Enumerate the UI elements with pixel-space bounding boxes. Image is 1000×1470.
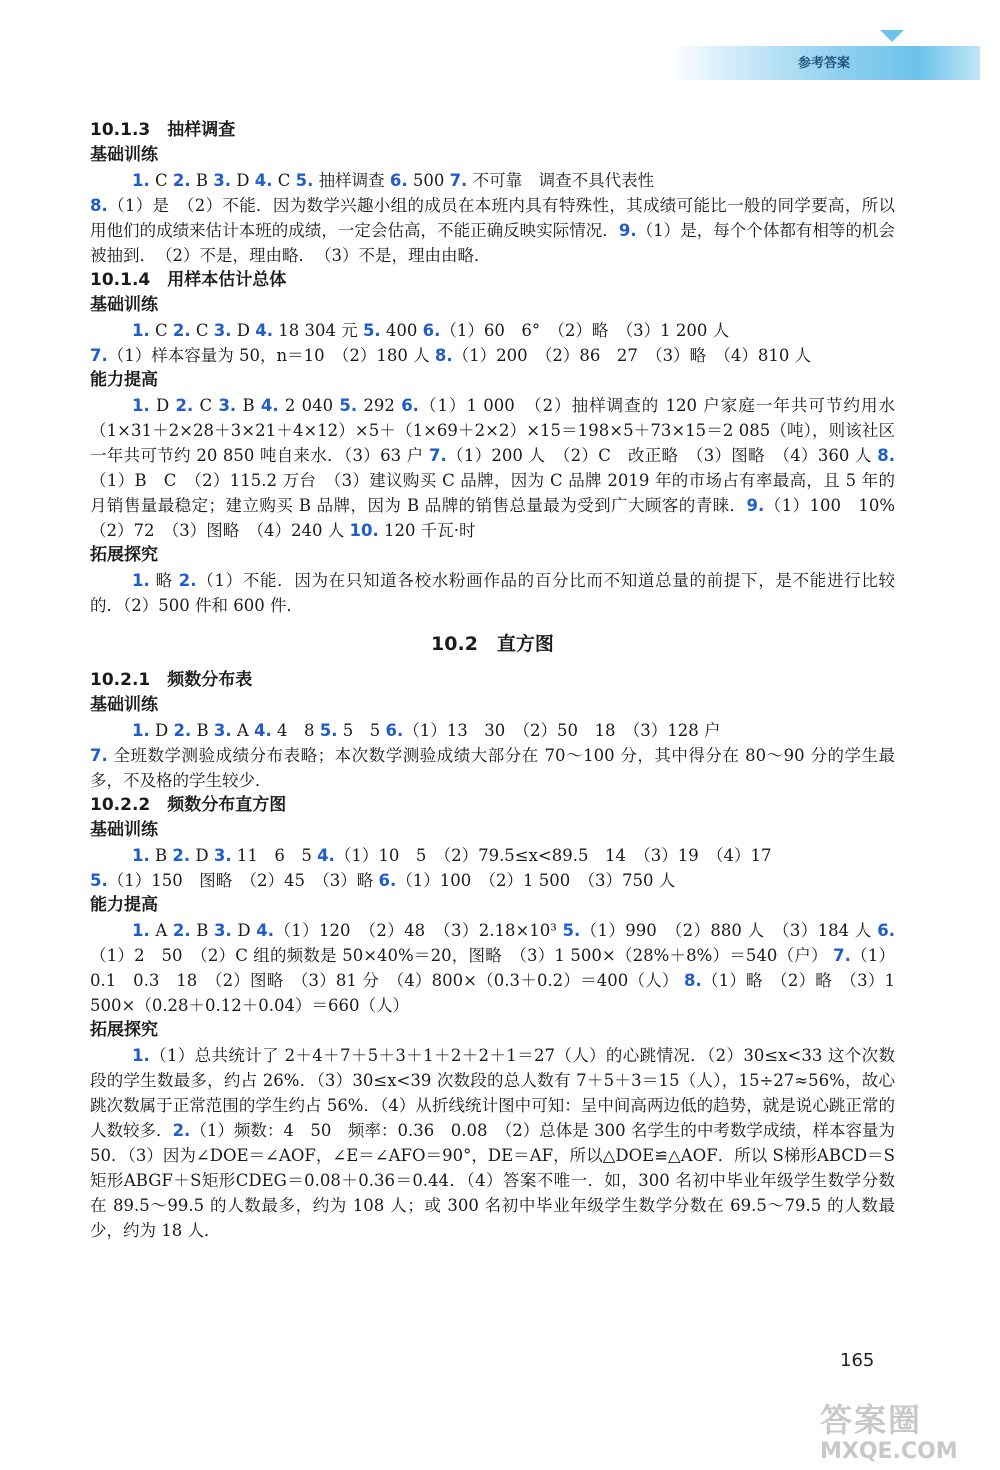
answer-text: 400	[380, 321, 423, 340]
answer-text: A	[149, 921, 173, 940]
answer-text: （1）不能．因为在只知道各校水粉画作品的百分比而不知道总量的前提下，是不能进行比较的．（2）500 件和 600 件．	[90, 571, 895, 615]
question-number: 8.	[434, 346, 453, 365]
question-number: 3.	[214, 921, 232, 940]
subsection-heading: 基础训练	[90, 295, 158, 315]
answer-text: C	[149, 171, 173, 190]
answer-text: C	[193, 396, 219, 415]
answer-text: B	[190, 921, 215, 940]
question-number: 6.	[378, 871, 397, 890]
answer-text: 500	[407, 171, 450, 190]
answer-text: 5 5	[337, 721, 386, 740]
question-number: 9.	[746, 496, 765, 515]
answer-paragraph	[90, 318, 895, 343]
answer-text: （1）200 （2）86 27 （3）略 （4）810 人	[452, 346, 812, 365]
question-number: 2.	[178, 571, 197, 590]
question-number: 8.	[877, 446, 895, 465]
question-number: 3.	[218, 396, 237, 415]
answer-text: （1）是，每个个体都有相等的机会被抽到． （2）不是，理由略． （3）不是，理由由略．	[90, 221, 896, 265]
answer-paragraph	[90, 918, 895, 1018]
answer-text: 略	[149, 571, 179, 590]
watermark-url: MXQE.COM	[820, 1439, 958, 1464]
answer-text: 2 040	[278, 396, 340, 415]
answer-paragraph	[90, 343, 895, 368]
question-number: 2.	[172, 921, 191, 940]
question-number: 2.	[172, 846, 191, 865]
answer-paragraph	[90, 843, 895, 868]
answer-paragraph	[90, 168, 895, 193]
question-number: 4.	[254, 171, 273, 190]
question-number: 10.	[349, 521, 379, 540]
answer-text: B	[190, 171, 214, 190]
answer-text: （1）B C （2）115.2 万台 （3）建议购买 C 品牌，因为 C 品牌 2019 年的市场占有率最高，且 5 年的月销售量最稳定；建立购买 B 品牌，因为 B 品牌的销售总量最为受到广大顾客的青睐．	[90, 471, 895, 515]
answer-text: （1）200 人 （2）C 改正略 （3）图略 （4）360 人	[446, 446, 878, 465]
answer-text: D	[231, 321, 256, 340]
question-number: 6.	[422, 321, 441, 340]
answer-text: （1）样本容量为 50，n＝10 （2）180 人	[107, 346, 435, 365]
section-heading: 10.1.4 用样本估计总体	[90, 270, 287, 290]
question-number: 8.	[684, 971, 702, 990]
page-number: 165	[840, 1350, 875, 1371]
answer-text: （1）60 6° （2）略 （3）1 200 人	[440, 321, 730, 340]
question-number: 2.	[173, 721, 192, 740]
question-number: 6.	[877, 921, 895, 940]
question-number: 4.	[256, 921, 274, 940]
answer-text: D	[231, 921, 257, 940]
question-number: 8.	[90, 196, 108, 215]
answer-text: （1）2 50 （2）C 组的频数是 50×40%＝20，图略 （3）1 500×（28%＋8%）＝540（户）	[90, 946, 834, 965]
answer-text: （1）略 （2）略 （3）1 500×（0.28＋0.12＋0.04）＝660（人）	[90, 971, 895, 1015]
subsection-heading: 基础训练	[90, 695, 158, 715]
subsection-heading: 能力提高	[90, 370, 158, 390]
question-number: 3.	[213, 846, 232, 865]
question-number: 1.	[132, 171, 150, 190]
answer-paragraph	[90, 868, 895, 893]
banner-label: 参考答案	[798, 56, 851, 71]
question-number: 5.	[562, 921, 581, 940]
answer-text: 全班数学测验成绩分布表略；本次数学测验成绩大部分在 70～100 分，其中得分在 80～90 分的学生最多，不及格的学生较少．	[90, 746, 895, 790]
answer-paragraph	[90, 743, 895, 793]
answer-paragraph	[90, 1043, 895, 1243]
answer-text: 18 304 元	[272, 321, 363, 340]
answer-text: 120 千瓦·时	[378, 521, 476, 540]
answer-text: C	[272, 171, 296, 190]
answer-text: （1）13 30 （2）50 18 （3）128 户	[403, 721, 721, 740]
question-number: 1.	[132, 571, 150, 590]
question-number: 1.	[132, 321, 150, 340]
answer-text: （1）频数：4 50 频率：0.36 0.08 （2）总体是 300 名学生的中考数学成绩，样本容量为 50．（3）因为∠DOE＝∠AOF，∠E＝∠AFO＝90°，DE＝AF，所以△DOE≌△AOF．所以 S梯形ABCD＝S矩形ABGF＋S矩形CDEG＝0.08＋0.36＝0.44．（4）答案不唯一．如，300 名初中毕业年级学生数学分数在 89.5～99.5 的人数最多，约为 108 人；或 300 名初中毕业年级学生数学分数在 69.5～79.5 的人数最少，约为 18 人．	[90, 1121, 895, 1240]
question-number: 1.	[132, 721, 150, 740]
question-number: 1.	[132, 846, 150, 865]
answer-text: 292	[357, 396, 402, 415]
question-number: 4.	[317, 846, 335, 865]
answer-paragraph	[90, 568, 895, 618]
answer-text: C	[190, 321, 214, 340]
banner-arrow-icon	[880, 30, 904, 42]
answer-text: （1）10 5 （2）79.5≤x<89.5 14 （3）19 （4）17	[334, 846, 772, 865]
answer-text: （1）100 10% （2）72 （3）图略 （4）240 人	[90, 496, 912, 540]
answer-paragraph	[90, 718, 895, 743]
question-number: 2.	[172, 171, 191, 190]
question-number: 2.	[172, 1121, 191, 1140]
question-number: 1.	[132, 396, 150, 415]
question-number: 5.	[362, 321, 381, 340]
section-heading: 10.2.2 频数分布直方图	[90, 795, 287, 815]
answer-text: A	[231, 721, 254, 740]
chapter-heading: 10.2 直方图	[431, 633, 554, 655]
answer-text: C	[149, 321, 173, 340]
answer-key-banner	[668, 46, 980, 80]
question-number: 3.	[213, 721, 232, 740]
question-number: 5.	[319, 721, 338, 740]
subsection-heading: 拓展探究	[90, 1020, 158, 1040]
question-number: 5.	[295, 171, 314, 190]
answer-text: D	[231, 171, 255, 190]
answer-text: 11 6 5	[231, 846, 318, 865]
question-number: 1.	[132, 1046, 150, 1065]
question-number: 1.	[132, 921, 150, 940]
question-number: 7.	[90, 746, 108, 765]
answer-text: B	[236, 396, 261, 415]
question-number: 2.	[172, 321, 191, 340]
answer-text: B	[191, 721, 214, 740]
section-heading: 10.1.3 抽样调查	[90, 120, 236, 140]
answer-paragraph	[90, 393, 912, 543]
answer-text: D	[149, 721, 174, 740]
question-number: 4.	[254, 721, 272, 740]
watermark-text: 答案圈	[820, 1401, 923, 1439]
question-number: 6.	[385, 721, 404, 740]
answer-text: 抽样调查	[313, 171, 390, 190]
question-number: 9.	[618, 221, 637, 240]
section-heading: 10.2.1 频数分布表	[90, 670, 253, 690]
question-number: 6.	[389, 171, 408, 190]
question-number: 2.	[175, 396, 194, 415]
answer-text: （1）100 （2）1 500 （3）750 人	[396, 871, 676, 890]
subsection-heading: 基础训练	[90, 145, 158, 165]
answer-content	[90, 118, 912, 1243]
question-number: 3.	[213, 321, 232, 340]
answer-text: （1）1 000 （2）抽样调查的 120 户家庭一年共可节约用水（1×31＋2×28＋3×21＋4×12）×5＋（1×69＋2×2）×15＝198×5＋73×15＝2 085（吨），则该社区一年共可节约 20 850 吨自来水．（3）63 户	[90, 396, 896, 465]
answer-text: B	[149, 846, 173, 865]
question-number: 3.	[213, 171, 231, 190]
question-number: 7.	[449, 171, 468, 190]
question-number: 7.	[833, 946, 851, 965]
question-number: 4.	[260, 396, 279, 415]
question-number: 7.	[90, 346, 108, 365]
question-number: 4.	[255, 321, 273, 340]
answer-paragraph	[90, 193, 895, 268]
answer-text: （1）是 （2）不能．因为数学兴趣小组的成员在本班内具有特殊性，其成绩可能比一般的同学要高，所以用他们的成绩来估计本班的成绩，一定会估高，不能正确反映实际情况．	[90, 196, 895, 240]
question-number: 6.	[401, 396, 419, 415]
answer-text: （1）0.1 0.3 18 （2）图略 （3）81 分 （4）800×（0.3＋0.2）＝400（人）	[90, 946, 895, 990]
answer-text: （1）总共统计了 2＋4＋7＋5＋3＋1＋2＋2＋1＝27（人）的心跳情况．（2）30≤x<33 这个次数段的学生数最多，约占 26%．（3）30≤x<39 次数段的总人数有 7＋5＋3＝15（人），15÷27≈56%，故心跳次数属于正常范围的学生约占 56%．（4）从折线统计图中可知：呈中间高两边低的趋势，就是说心跳正常的人数较多．	[90, 1046, 895, 1140]
answer-text: （1）120 （2）48 （3）2.18×10³	[274, 921, 563, 940]
subsection-heading: 基础训练	[90, 820, 158, 840]
subsection-heading: 能力提高	[90, 895, 158, 915]
subsection-heading: 拓展探究	[90, 545, 158, 565]
answer-text: D	[149, 396, 176, 415]
answer-text: D	[190, 846, 214, 865]
question-number: 5.	[339, 396, 358, 415]
answer-text: （1）150 图略 （2）45 （3）略	[107, 871, 379, 890]
question-number: 7.	[428, 446, 447, 465]
answer-text: 不可靠 调查不具代表性	[467, 171, 655, 190]
answer-text: 4 8	[271, 721, 320, 740]
answer-text: （1）990 （2）880 人 （3）184 人	[580, 921, 878, 940]
question-number: 5.	[90, 871, 108, 890]
watermark-logo	[820, 1395, 985, 1464]
